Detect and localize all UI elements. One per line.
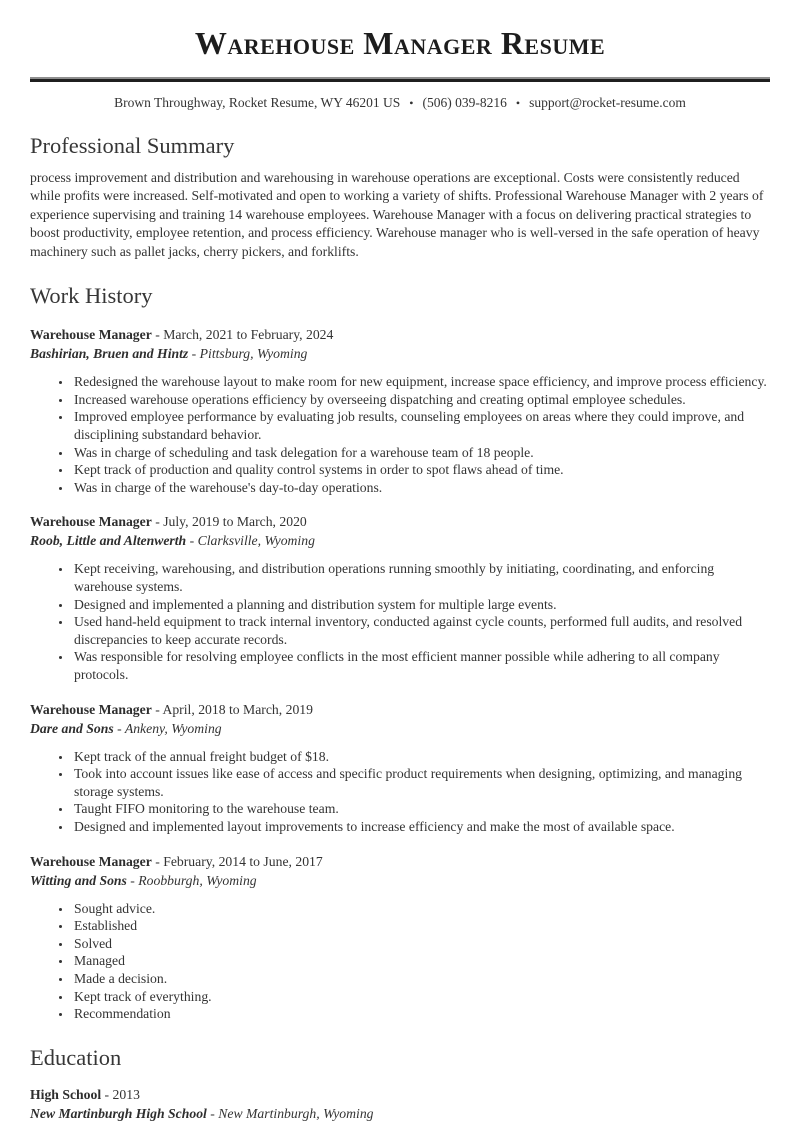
job-location: Roobburgh, Wyoming bbox=[138, 872, 257, 888]
job-title-line bbox=[30, 325, 770, 344]
job-bullet-list bbox=[30, 900, 770, 1023]
job-bullet: • Solved bbox=[72, 935, 770, 953]
education-school-line bbox=[30, 1104, 770, 1124]
dash-separator: - bbox=[210, 1105, 215, 1121]
job-bullet-list bbox=[30, 373, 770, 496]
job-title: Warehouse Manager bbox=[30, 701, 152, 717]
dash-separator: - bbox=[155, 327, 160, 343]
job-dates: March, 2021 to February, 2024 bbox=[163, 327, 334, 343]
header-double-rule bbox=[30, 77, 770, 82]
education-entry bbox=[30, 1085, 770, 1124]
job-bullet: • Established bbox=[72, 917, 770, 935]
job-bullet: • Kept track of everything. bbox=[72, 988, 770, 1006]
dash-separator: - bbox=[155, 701, 160, 717]
job-dates: April, 2018 to March, 2019 bbox=[162, 701, 313, 717]
section-heading-professional-summary: Professional Summary bbox=[30, 132, 235, 158]
job-company-line bbox=[30, 344, 770, 364]
job-bullet: • Managed bbox=[72, 952, 770, 970]
job-bullet: • Took into account issues like ease of access and specific product requirements when designing, optimizing, and managing storage systems. bbox=[72, 765, 770, 800]
dash-separator: - bbox=[104, 1086, 110, 1102]
job-bullet: • Kept track of production and quality control systems in order to spot flaws ahead of time. bbox=[72, 461, 770, 479]
dash-separator: - bbox=[130, 872, 135, 888]
summary-text: process improvement and distribution and warehousing in warehouse operations are exceptional. Costs were consistently reduced while profits were increased. Self-motivated and open to working a variety of shifts. Professional Warehouse Manager with 2 years of experience supervising and training 14 warehouse employees. Warehouse Manager with a focus on delivering practical strategies to boost productivity, employee retention, and process efficiency. Warehouse manager who is well-versed in the safe operation of heavy machinery such as pallet jacks, cherry pickers, and forklifts. bbox=[30, 169, 764, 259]
resume-page bbox=[0, 25, 800, 1121]
job-entry bbox=[30, 325, 770, 496]
job-company: Dare and Sons bbox=[30, 720, 114, 736]
education-degree: High School bbox=[30, 1086, 102, 1102]
job-bullet: • Redesigned the warehouse layout to make room for new equipment, increase space efficiency, and improve process efficiency. bbox=[72, 373, 770, 391]
job-dates: July, 2019 to March, 2020 bbox=[163, 514, 307, 530]
dash-separator: - bbox=[117, 720, 122, 736]
job-bullet: • Was responsible for resolving employee conflicts in the most efficient manner possible while adhering to all company protocols. bbox=[72, 648, 770, 683]
job-title-line bbox=[30, 512, 770, 531]
education-degree-line bbox=[30, 1085, 770, 1104]
section-heading-education: Education bbox=[30, 1044, 122, 1070]
job-company: Bashirian, Bruen and Hintz bbox=[30, 346, 189, 362]
education-location: New Martinburgh, Wyoming bbox=[218, 1105, 374, 1121]
job-entry bbox=[30, 700, 770, 836]
job-company-line bbox=[30, 871, 770, 891]
job-bullet: • Designed and implemented a planning and distribution system for multiple large events. bbox=[72, 596, 770, 614]
job-location: Ankeny, Wyoming bbox=[124, 720, 222, 736]
job-bullet: • Designed and implemented layout improvements to increase efficiency and make the most of available space. bbox=[72, 818, 770, 836]
education-year: 2013 bbox=[112, 1086, 140, 1102]
job-bullet: • Increased warehouse operations efficiency by overseeing dispatching and creating optimal employee schedules. bbox=[72, 391, 770, 409]
job-company-line bbox=[30, 531, 770, 551]
job-title: Warehouse Manager bbox=[30, 853, 152, 869]
contact-phone: (506) 039-8216 bbox=[422, 94, 507, 110]
dash-separator: - bbox=[155, 853, 160, 869]
job-location: Pittsburg, Wyoming bbox=[199, 346, 308, 362]
job-bullet: • Improved employee performance by evaluating job results, counseling employees on areas where they could improve, and disciplining substandard behavior. bbox=[72, 408, 770, 443]
job-bullet: • Kept receiving, warehousing, and distribution operations running smoothly by initiating, coordinating, and enforcing warehouse systems. bbox=[72, 560, 770, 595]
job-bullet: • Made a decision. bbox=[72, 970, 770, 988]
job-bullet: • Was in charge of the warehouse's day-to-day operations. bbox=[72, 479, 770, 497]
job-bullet: • Recommendation bbox=[72, 1005, 770, 1023]
dash-separator: - bbox=[155, 514, 160, 530]
work-history-block bbox=[30, 325, 770, 1022]
job-title: Warehouse Manager bbox=[30, 327, 152, 343]
job-bullet: • Taught FIFO monitoring to the warehouse team. bbox=[72, 800, 770, 818]
job-bullet: • Was in charge of scheduling and task delegation for a warehouse team of 18 people. bbox=[72, 444, 770, 462]
contact-separator-dot: • bbox=[515, 95, 521, 110]
job-entry bbox=[30, 852, 770, 1023]
resume-title: Warehouse Manager Resume bbox=[194, 25, 606, 61]
job-bullet: • Kept track of the annual freight budget of $18. bbox=[72, 748, 770, 766]
job-entry bbox=[30, 512, 770, 683]
contact-separator-dot: • bbox=[409, 95, 414, 110]
contact-line bbox=[30, 95, 770, 111]
contact-email: support@rocket-resume.com bbox=[529, 94, 686, 110]
job-location: Clarksville, Wyoming bbox=[197, 533, 315, 549]
job-title-line bbox=[30, 852, 770, 871]
job-bullet-list bbox=[30, 560, 770, 683]
job-dates: February, 2014 to June, 2017 bbox=[163, 853, 323, 869]
contact-address: Brown Throughway, Rocket Resume, WY 46201 US bbox=[114, 94, 401, 110]
job-bullet: • Sought advice. bbox=[72, 900, 770, 918]
job-title-line bbox=[30, 700, 770, 719]
job-company-line bbox=[30, 719, 770, 739]
dash-separator: - bbox=[191, 346, 197, 362]
dash-separator: - bbox=[189, 533, 195, 549]
job-company: Roob, Little and Altenwerth bbox=[30, 533, 187, 549]
job-company: Witting and Sons bbox=[30, 872, 127, 888]
job-bullet-list bbox=[30, 748, 770, 836]
job-title: Warehouse Manager bbox=[30, 514, 152, 530]
education-school: New Martinburgh High School bbox=[30, 1105, 207, 1121]
job-bullet: • Used hand-held equipment to track internal inventory, conducted against cycle counts, performed full audits, and resolved discrepancies to keep accurate records. bbox=[72, 613, 770, 648]
section-heading-work-history: Work History bbox=[30, 283, 153, 309]
